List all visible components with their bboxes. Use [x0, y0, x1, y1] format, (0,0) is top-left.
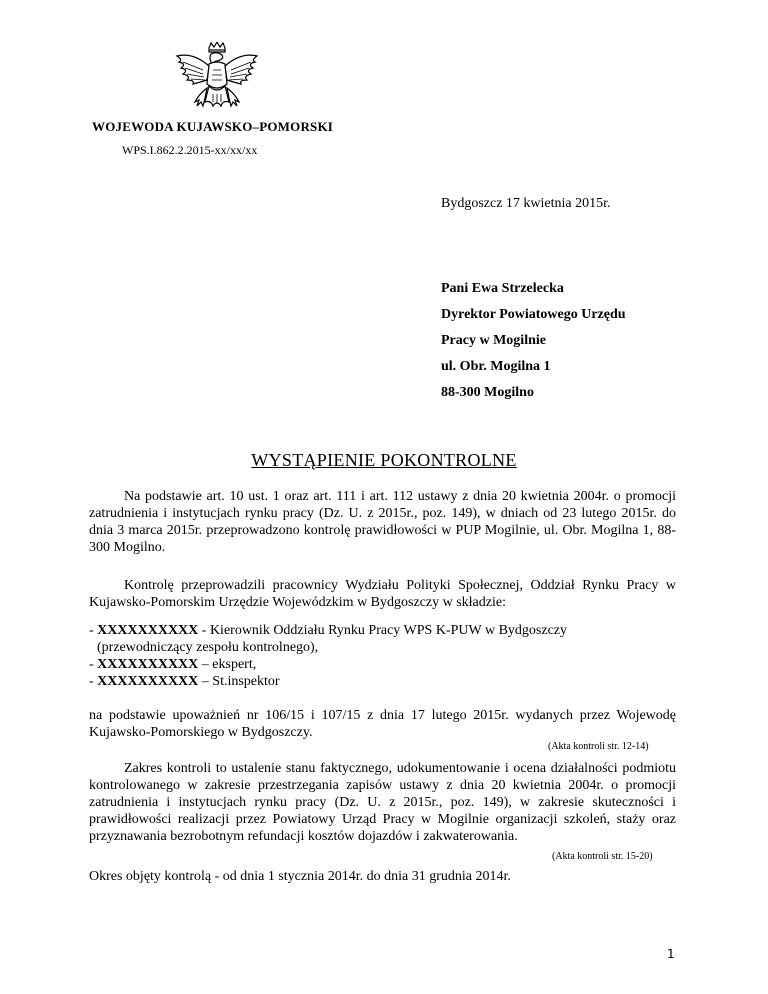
list-item-continuation: (przewodniczący zespołu kontrolnego), [97, 640, 319, 655]
recipient-title: Dyrektor Powiatowego Urzędu [441, 307, 626, 322]
akta-reference-1: (Akta kontroli str. 12-14) [548, 741, 649, 752]
recipient-address [441, 276, 626, 406]
list-item: - XXXXXXXXXX – St.inspektor [89, 674, 280, 689]
paragraph-scope: Zakres kontroli to ustalenie stanu faktycznego, udokumentowanie i ocena działalności podmiotu kontrolowanego w zakresie przestrzegania zapisów ustawy z dnia 20 kwietnia 2004r. o promocji zatrudnienia i instytucjach rynku pracy (Dz. U. z 2015r., poz. 149), w zakresie skuteczności i prawidłowości realizacji przez Powiatowy Urząd Pracy w Mogilnie organizacji szkoleń, staży oraz przyznawania bezrobotnym refundacji kosztów dojazdów i zakwaterowania. [89, 761, 676, 844]
date-line: Bydgoszcz 17 kwietnia 2015r. [441, 196, 611, 211]
inspection-team-list [89, 622, 567, 690]
redacted-name: XXXXXXXXXX [97, 657, 199, 672]
page-number: 1 [667, 947, 675, 961]
paragraph-authorizations: na podstawie upoważnień nr 106/15 i 107/15 z dnia 17 lutego 2015r. wydanych przez Wojewodę Kujawsko-Pomorskiego w Bydgoszczy. [89, 708, 676, 740]
recipient-street: ul. Obr. Mogilna 1 [441, 359, 551, 374]
paragraph-inspectors: Kontrolę przeprowadzili pracownicy Wydziału Polityki Społecznej, Oddział Rynku Pracy w Kujawsko-Pomorskim Urzędzie Wojewódzkim w Bydgoszczy w składzie: [89, 578, 676, 610]
document-title: WYSTĄPIENIE POKONTROLNE [251, 450, 517, 470]
list-item: - XXXXXXXXXX - Kierownik Oddziału Rynku Pracy WPS K-PUW w Bydgoszczy [89, 623, 567, 638]
paragraph-period: Okres objęty kontrolą - od dnia 1 stycznia 2014r. do dnia 31 grudnia 2014r. [89, 869, 511, 884]
recipient-name: Pani Ewa Strzelecka [441, 281, 564, 296]
paragraph-legal-basis: Na podstawie art. 10 ust. 1 oraz art. 111 i art. 112 ustawy z dnia 20 kwietnia 2004r. o promocji zatrudnienia i instytucjach rynku pracy (Dz. U. z 2015r., poz. 149), w dniach od 23 lutego 2015r. do dnia 3 marca 2015r. przeprowadzono kontrolę prawidłowości w PUP Mogilnie, ul. Obr. Mogilna 1, 88-300 Mogilno. [89, 489, 676, 555]
redacted-name: XXXXXXXXXX [97, 623, 199, 638]
reference-number: WPS.I.862.2.2015-xx/xx/xx [122, 143, 258, 157]
list-item: - XXXXXXXXXX – ekspert, [89, 657, 257, 672]
akta-reference-2: (Akta kontroli str. 15-20) [552, 851, 653, 862]
recipient-title-cont: Pracy w Mogilnie [441, 333, 546, 348]
recipient-city: 88-300 Mogilno [441, 385, 534, 400]
polish-eagle-emblem-icon [173, 42, 261, 122]
redacted-name: XXXXXXXXXX [97, 674, 199, 689]
issuer-name: WOJEWODA KUJAWSKO–POMORSKI [92, 119, 334, 134]
